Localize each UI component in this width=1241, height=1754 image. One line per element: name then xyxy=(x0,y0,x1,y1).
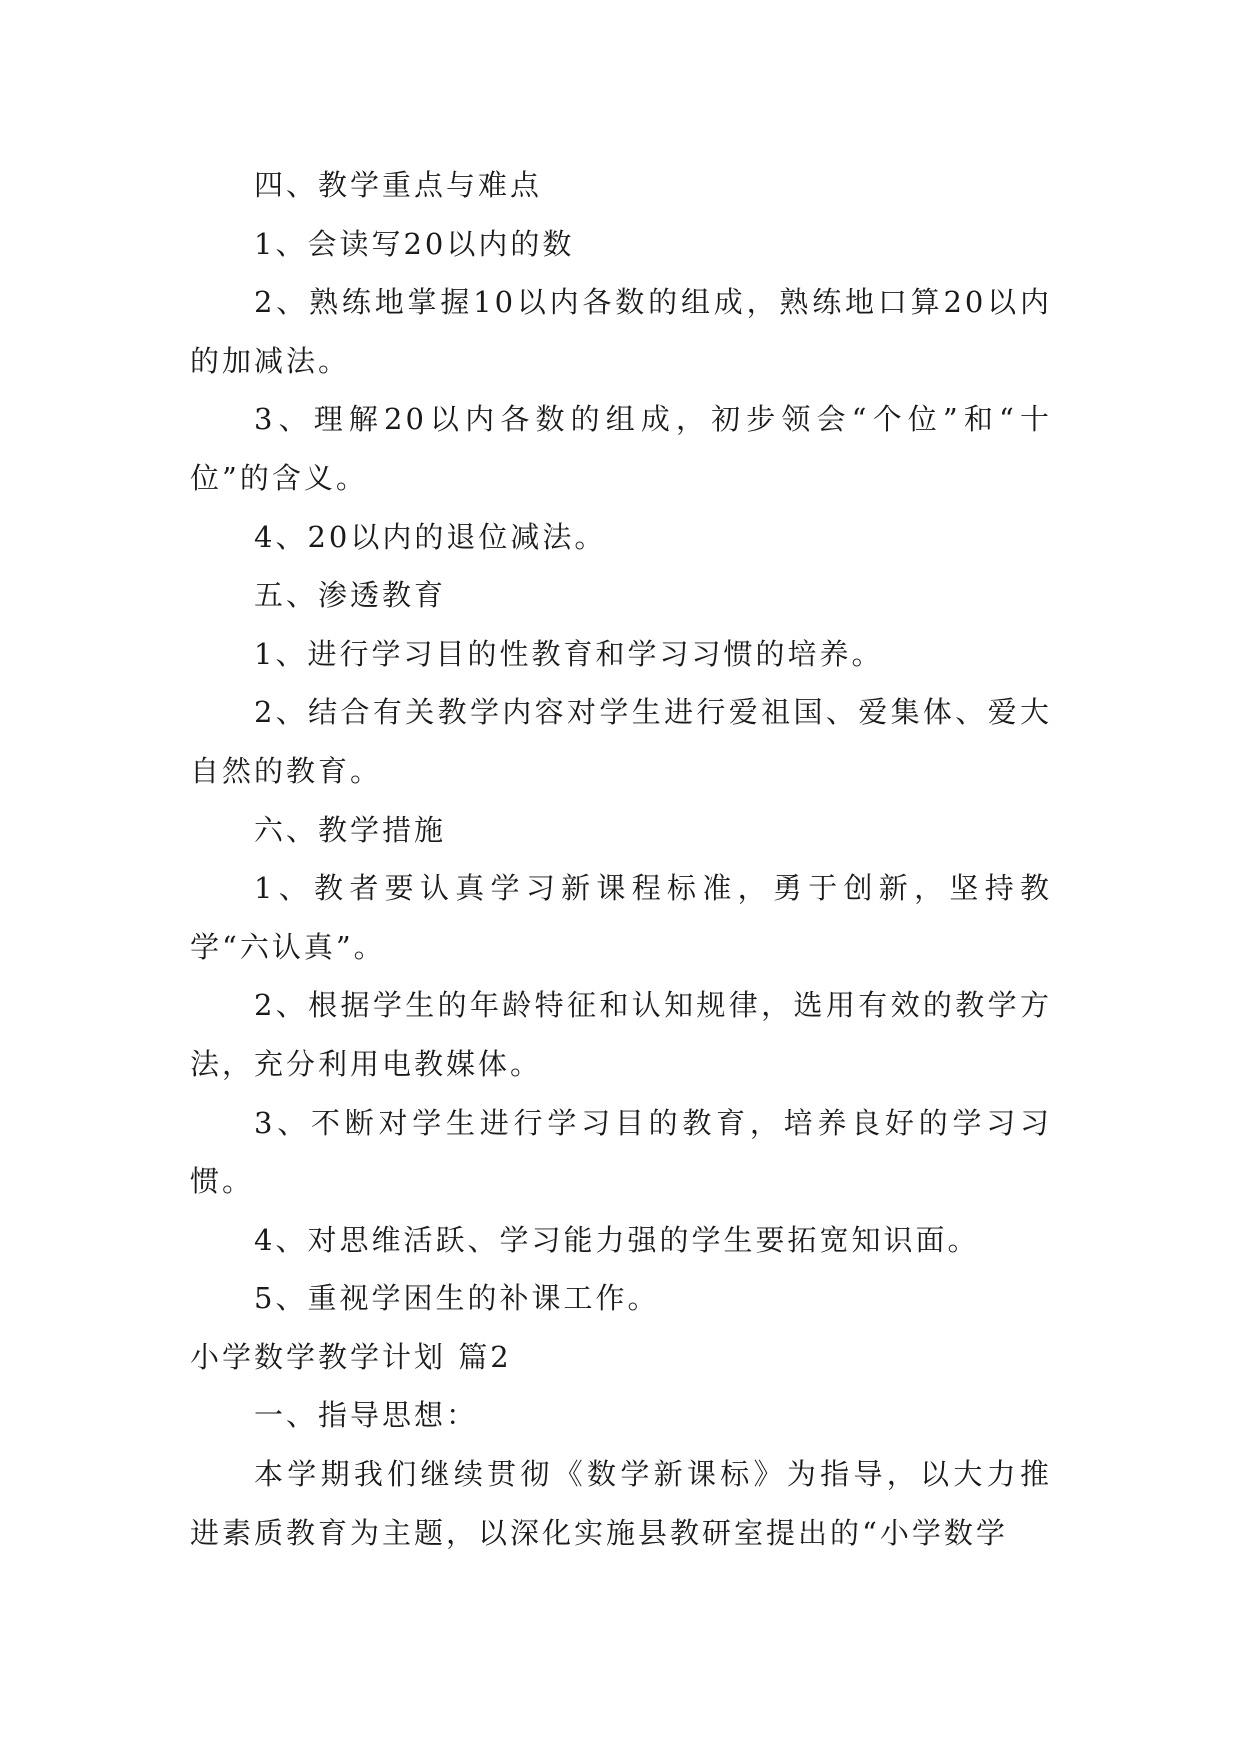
paragraph: 2、熟练地掌握10以内各数的组成，熟练地口算20以内的加减法。 xyxy=(190,285,1052,378)
paragraph: 1、会读写20以内的数 xyxy=(254,226,575,261)
paragraph: 2、根据学生的年龄特征和认知规律，选用有效的教学方法，充分利用电教媒体。 xyxy=(190,988,1052,1081)
paragraph: 4、对思维活跃、学习能力强的学生要拓宽知识面。 xyxy=(254,1222,980,1257)
paragraph: 本学期我们继续贯彻《数学新课标》为指导，以大力推进素质教育为主题，以深化实施县教研室提出的“小学数学 xyxy=(190,1457,1052,1550)
section-heading-key-points: 四、教学重点与难点 xyxy=(254,168,543,202)
paragraph: 2、结合有关教学内容对学生进行爱祖国、爱集体、爱大自然的教育。 xyxy=(190,695,1052,788)
article-title: 小学数学教学计划 篇2 xyxy=(190,1339,512,1374)
document-body xyxy=(190,156,1052,1562)
paragraph: 1、进行学习目的性教育和学习习惯的培养。 xyxy=(254,636,884,671)
section-heading-guiding-thought: 一、指导思想： xyxy=(254,1398,479,1433)
paragraph: 3、不断对学生进行学习目的教育，培养良好的学习习惯。 xyxy=(190,1105,1052,1199)
section-heading-teaching-measures: 六、教学措施 xyxy=(254,812,447,847)
paragraph: 4、20以内的退位减法。 xyxy=(254,519,607,554)
section-heading-infiltration-education: 五、渗透教育 xyxy=(254,578,447,613)
paragraph: 3、理解20以内各数的组成，初步领会“个位”和“十位”的含义。 xyxy=(190,402,1052,495)
paragraph: 5、重视学困生的补课工作。 xyxy=(254,1281,660,1316)
paragraph: 1、教者要认真学习新课程标准，勇于创新，坚持教学“六认真”。 xyxy=(190,871,1052,964)
